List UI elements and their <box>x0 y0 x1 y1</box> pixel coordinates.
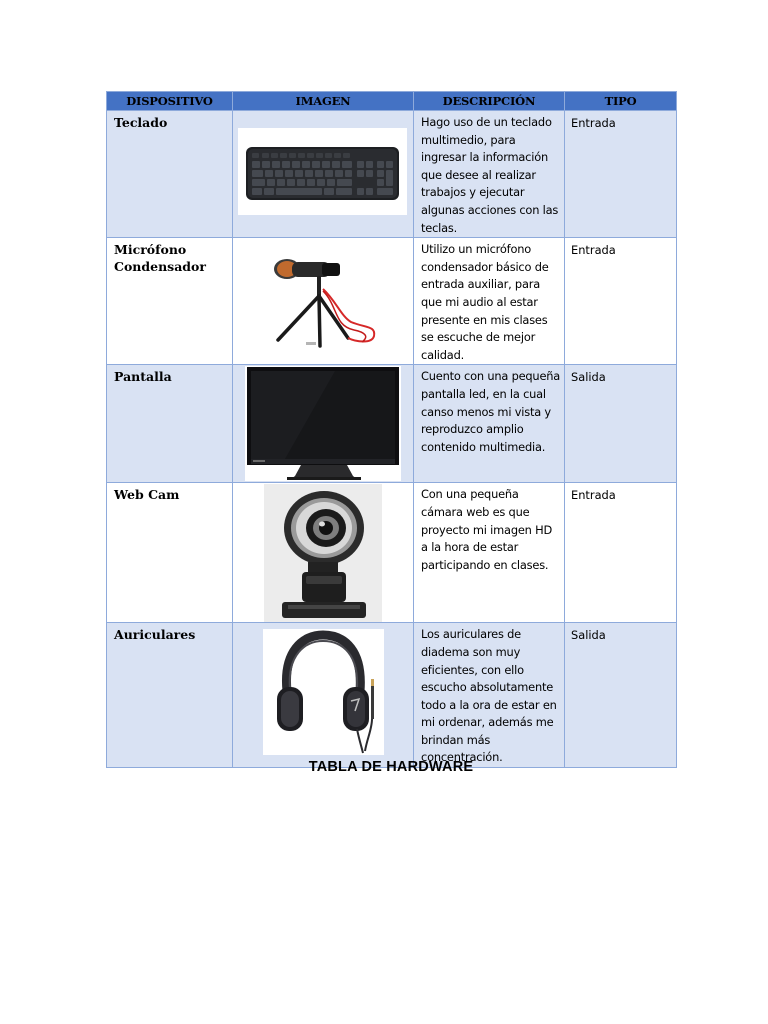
description: Cuento con una pequeña pantalla led, en la cual canso menos mi vista y reproduzco amplio contenido multimedia. <box>414 365 565 483</box>
device-type: Salida <box>565 365 677 483</box>
table-header-row <box>107 92 677 111</box>
headphones-image <box>263 629 384 755</box>
monitor-image <box>245 366 401 481</box>
header-descripcion: DESCRIPCIÓN <box>414 92 565 111</box>
microphone-image <box>266 246 386 356</box>
device-type: Salida <box>565 623 677 768</box>
description: Con una pequeña cámara web es que proyecto mi imagen HD a la hora de estar participando en clases. <box>414 483 565 623</box>
device-type: Entrada <box>565 483 677 623</box>
image-cell <box>233 483 414 623</box>
description: Los auriculares de diadema son muy eficientes, con ello escucho absolutamente todo a la ora de estar en mi ordenar, además me brindan más concentración. <box>414 623 565 768</box>
device-name: Web Cam <box>107 483 233 623</box>
table-row <box>107 483 677 623</box>
table-row <box>107 365 677 483</box>
header-dispositivo: DISPOSITIVO <box>107 92 233 111</box>
image-cell <box>233 238 414 365</box>
description: Hago uso de un teclado multimedio, para ingresar la información que desee al realizar trabajos y ejecutar algunas acciones con las teclas. <box>414 111 565 238</box>
image-cell <box>233 623 414 768</box>
header-imagen: IMAGEN <box>233 92 414 111</box>
table-caption: TABLA DE HARDWARE <box>308 759 474 775</box>
device-name: Micrófono Condensador <box>107 238 233 365</box>
hardware-table <box>106 91 677 768</box>
device-name: Auriculares <box>107 623 233 768</box>
table-row <box>107 111 677 238</box>
image-cell <box>233 111 414 238</box>
description: Utilizo un micrófono condensador básico de entrada auxiliar, para que mi audio al estar presente en mis clases se escuche de mejor calidad. <box>414 238 565 365</box>
device-name: Pantalla <box>107 365 233 483</box>
webcam-image <box>264 484 382 622</box>
table-row <box>107 623 677 768</box>
keyboard-image <box>238 128 407 215</box>
image-cell <box>233 365 414 483</box>
device-type: Entrada <box>565 238 677 365</box>
device-name: Teclado <box>107 111 233 238</box>
header-tipo: TIPO <box>565 92 677 111</box>
device-type: Entrada <box>565 111 677 238</box>
table-row <box>107 238 677 365</box>
